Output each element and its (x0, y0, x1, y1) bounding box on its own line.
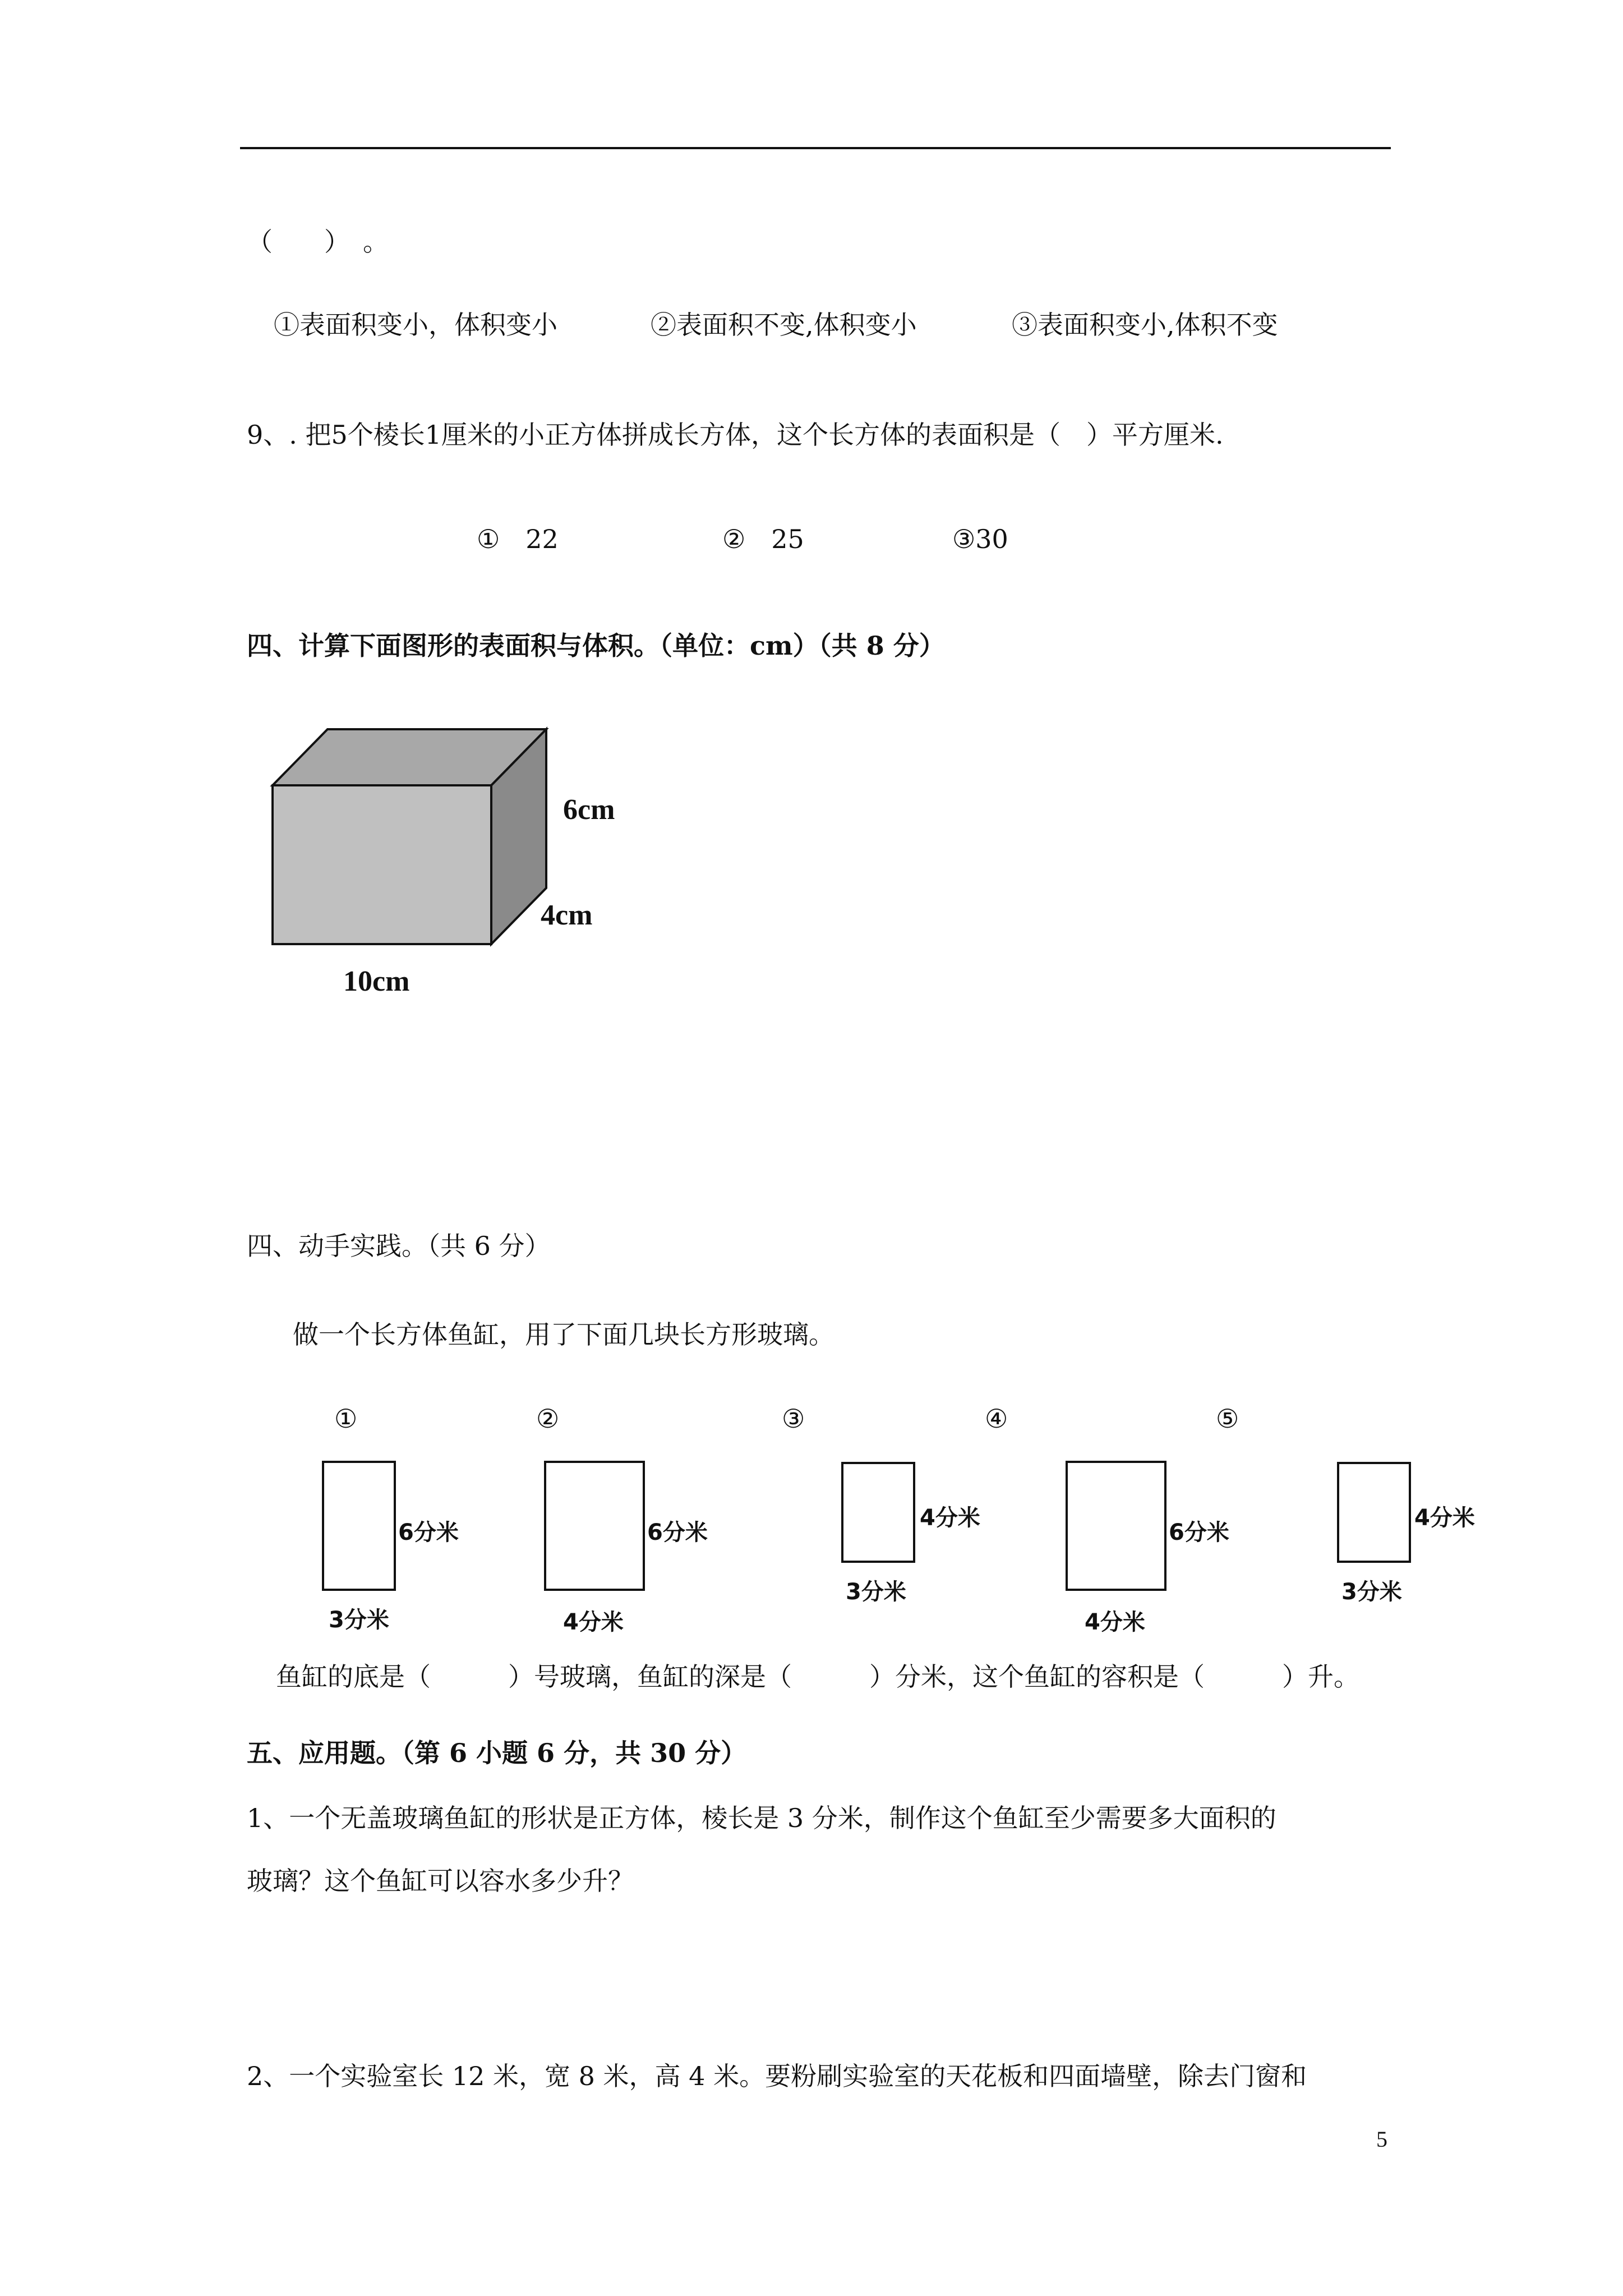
glass-5-number: ⑤ (1216, 1404, 1239, 1434)
section-4b-intro: 做一个长方体鱼缸，用了下面几块长方形玻璃。 (293, 1319, 834, 1350)
section-4a-title: 四、计算下面图形的表面积与体积。（单位：cm）（共 8 分） (247, 631, 945, 661)
section-5-title: 五、应用题。（第 6 小题 6 分，共 30 分） (247, 1738, 747, 1768)
q8-option-1: ①表面积变小，体积变小 (274, 310, 557, 340)
cuboid-length-label: 10cm (343, 965, 410, 997)
glass-2-number: ② (536, 1404, 560, 1434)
glass-5 (1337, 1462, 1411, 1563)
glass-5-side-label: 4分米 (1414, 1505, 1475, 1531)
glass-3-number: ③ (782, 1404, 805, 1434)
cuboid-width-label: 4cm (541, 899, 593, 931)
glass-2-side-label: 6分米 (647, 1520, 708, 1545)
glass-2 (544, 1461, 645, 1591)
section-5-q2-line-1: 2、一个实验室长 12 米，宽 8 米，高 4 米。要粉刷实验室的天花板和四面墙壁，除去门窗和 (247, 2061, 1307, 2091)
section-5-q1-line-2: 玻璃？这个鱼缸可以容水多少升？ (247, 1866, 634, 1896)
q8-option-2: ②表面积不变,体积变小 (651, 310, 917, 340)
section-4b-title: 四、动手实践。（共 6 分） (247, 1231, 551, 1261)
glass-5-bottom-label: 3分米 (1341, 1579, 1402, 1605)
glass-3-side-label: 4分米 (920, 1505, 980, 1531)
glass-3 (841, 1462, 915, 1563)
glass-4-side-label: 6分米 (1169, 1520, 1229, 1545)
glass-1-number: ① (334, 1404, 358, 1434)
q9-option-2: ② 25 (722, 524, 804, 554)
glass-1 (322, 1461, 396, 1591)
page-number: 5 (1376, 2127, 1387, 2152)
q9-text: 9、. 把5个棱长1厘米的小正方体拼成长方体，这个长方体的表面积是（ ）平方厘米. (247, 420, 1224, 450)
glass-4-bottom-label: 4分米 (1085, 1609, 1145, 1635)
glass-1-bottom-label: 3分米 (329, 1607, 389, 1633)
glass-2-bottom-label: 4分米 (563, 1609, 624, 1635)
glass-4-number: ④ (985, 1404, 1008, 1434)
answer-paren-line: （ ） 。 (247, 227, 389, 257)
q8-option-3: ③表面积变小,体积不变 (1012, 310, 1278, 340)
glass-1-side-label: 6分米 (398, 1520, 459, 1545)
glass-4 (1066, 1461, 1166, 1591)
cuboid-height-label: 6cm (563, 794, 615, 826)
cuboid-figure (264, 724, 555, 959)
q9-option-1: ① 22 (477, 524, 559, 554)
section-5-q1-line-1: 1、一个无盖玻璃鱼缸的形状是正方体，棱长是 3 分米，制作这个鱼缸至少需要多大面积的 (247, 1803, 1276, 1833)
cuboid-front-face (273, 785, 491, 944)
section-4b-fill-in: 鱼缸的底是（ ）号玻璃，鱼缸的深是（ ）分米，这个鱼缸的容积是（ ）升。 (276, 1662, 1359, 1692)
glass-3-bottom-label: 3分米 (846, 1579, 906, 1605)
header-rule (240, 147, 1391, 149)
q9-option-3: ③30 (952, 524, 1008, 554)
